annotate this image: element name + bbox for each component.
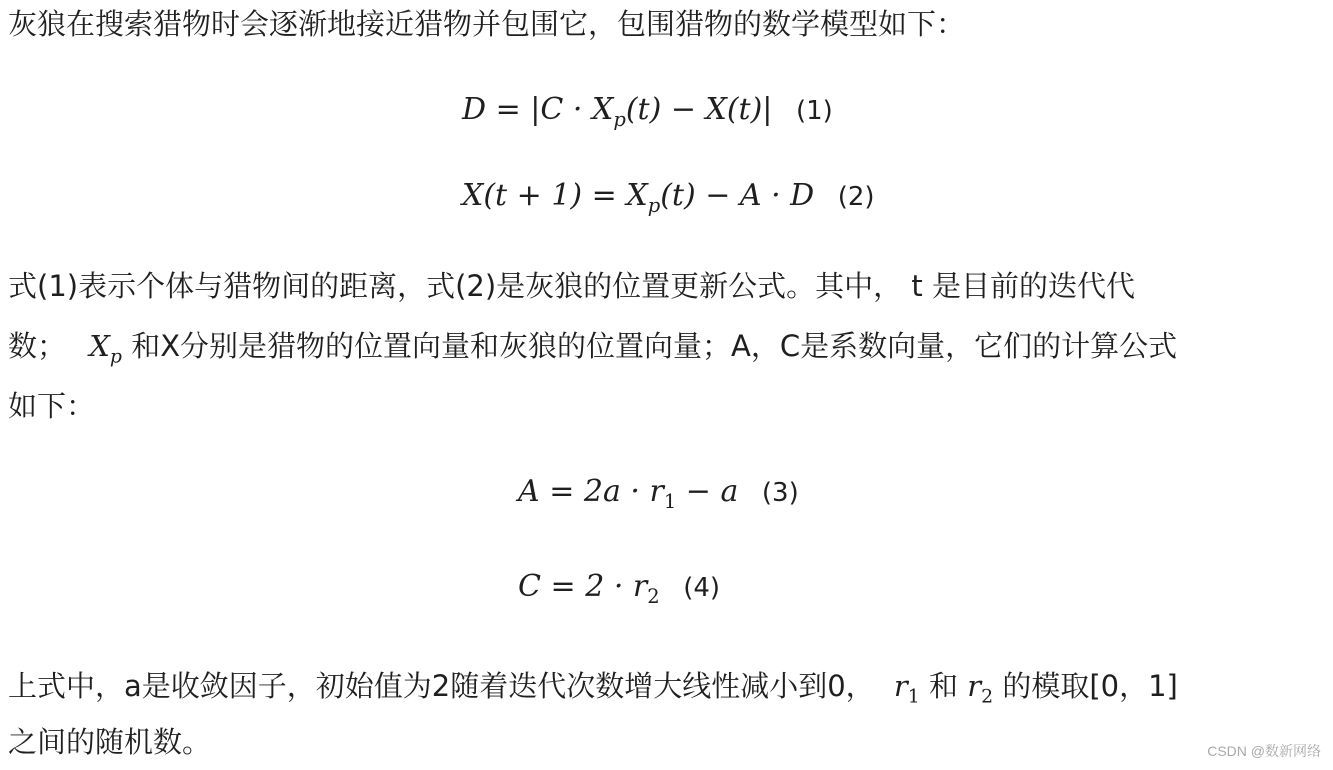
eq4-number: (4)	[683, 573, 721, 603]
explanation-text-2b: 和X分别是猎物的位置向量和灰狼的位置向量；A，C是系数向量，它们的计算公式	[131, 329, 1178, 363]
explanation-text-2a: 数；	[8, 329, 67, 363]
explanation-line-2	[8, 318, 1325, 374]
explanation-line-1	[8, 258, 1325, 314]
eq1-number: (1)	[795, 96, 833, 126]
closing-text-pre: 上式中，a是收敛因子，初始值为2随着迭代次数增大线性减小到0，	[8, 669, 875, 703]
intro-paragraph	[8, 0, 1325, 52]
closing-text-mid: 和	[929, 669, 959, 703]
equation-1: $D = |C \cdot X_p(t) - X(t)|$ (1)	[462, 92, 833, 131]
equation-3: $A = 2a \cdot r_1 - a$ (3)	[518, 474, 799, 513]
r2-variable: $r_2$	[967, 669, 994, 708]
eq3-tail: − a	[676, 474, 739, 509]
equation-2: $X(t + 1) = X_p(t) - A \cdot D$ (2)	[462, 178, 875, 217]
eq1-sub: p	[613, 107, 626, 131]
eq3-sub: 1	[663, 489, 677, 513]
eq2-sub: p	[647, 193, 661, 217]
closing-line-2	[8, 714, 1325, 770]
explanation-text-1: 式(1)表示个体与猎物间的距离，式(2)是灰狼的位置更新公式。其中， t 是目前的迭代代	[8, 269, 1135, 303]
eq2-number: (2)	[837, 182, 875, 212]
eq4-lhs: C	[518, 569, 541, 604]
intro-text: 灰狼在搜索猎物时会逐渐地接近猎物并包围它，包围猎物的数学模型如下：	[8, 7, 966, 41]
eq1-tail: (t) − X(t)|	[625, 92, 773, 127]
eq3-number: (3)	[761, 478, 799, 508]
explanation-line-3	[8, 378, 1325, 434]
closing-text-2: 之间的随机数。	[8, 725, 212, 759]
csdn-watermark: CSDN @数新网络	[1207, 743, 1321, 759]
eq3-rhs: 2a · r	[583, 474, 664, 509]
r1-variable: $r_1$	[893, 669, 920, 708]
equation-4: $C = 2 \cdot r_2$ (4)	[518, 569, 721, 608]
eq2-lhs: X(t + 1)	[462, 178, 583, 213]
explanation-text-3: 如下：	[8, 389, 96, 423]
eq1-rhs: |C · X	[530, 92, 614, 127]
eq1-lhs: D	[462, 92, 487, 127]
eq2-tail: (t) − A · D	[660, 178, 815, 213]
xp-variable: $X_p$	[89, 329, 122, 368]
eq3-lhs: A	[518, 474, 540, 509]
eq2-rhs: X	[626, 178, 648, 213]
eq4-rhs: 2 · r	[585, 569, 648, 604]
closing-line-1	[8, 658, 1325, 714]
eq4-sub: 2	[647, 584, 660, 608]
closing-text-post: 的模取[0，1]	[1002, 669, 1178, 703]
